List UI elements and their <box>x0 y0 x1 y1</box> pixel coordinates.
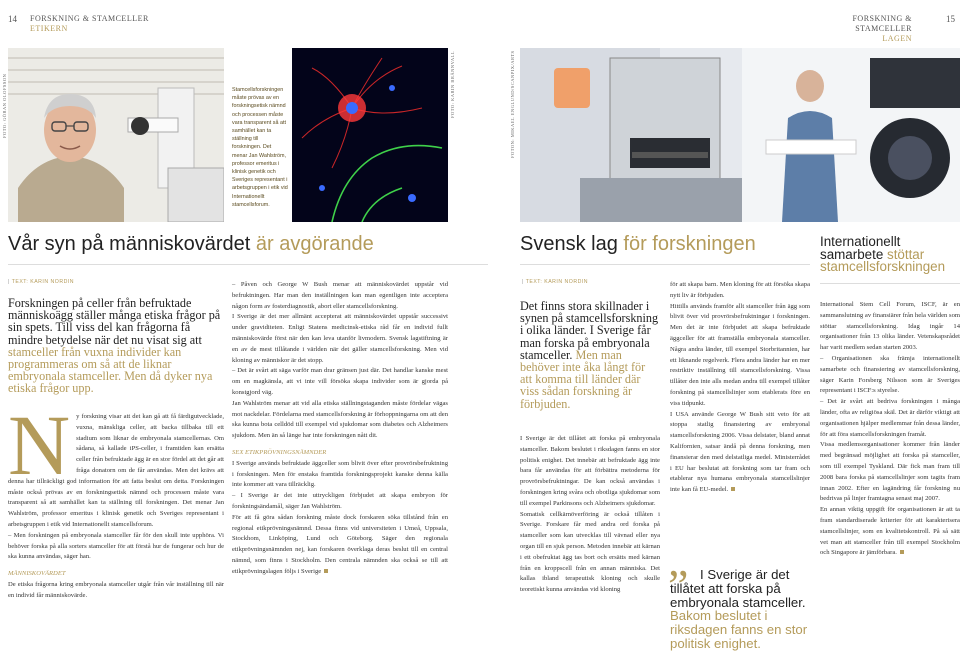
end-mark <box>324 569 328 573</box>
right-divider <box>520 264 810 265</box>
sidebar-title-main: Internationellt samarbete <box>820 234 901 262</box>
left-col1-paragraph-1: y forskning visar att det kan gå att få färdigutvecklade, vuxna, mänskliga celler, att backa tillbaka till ett stadium som liknar de embryonala stamcellernas. Om sådana, så kallade iPS-celler, i framtiden kan ersätta celler från befruktade ägg är en stor fördel att det går att fråga donatorn om de får användas. Men det krävs att denna har tillräckligt god information för att fatta beslut om detta. Forskningen måste också prövas av en forskningsetisk nämnd och processen måste vara transparent så att samhället kan ta ställning till forskningen. Det menar Jan Wahlström, professor emeritus i klinisk genetik och Sveriges representant i arbetsgruppen i etik vid Internationellt stamcellsforum. <box>8 413 224 528</box>
right-headline-accent: för forskningen <box>623 233 756 255</box>
end-mark <box>900 550 904 554</box>
sidebar-paragraph-4: Vissa medlemsorganisationer kommer från länder med begränsad möjlighet att forska på stamceller, som till exempel Tyskland. Där fick man fram till 2008 bara forska på stamcellslinjer som tagits fram innan 2002. Efter en lagändring får forskning nu bedrivas på linjer framtagna senast maj 2007. <box>820 441 960 503</box>
left-section: FORSKNING & STAMCELLER <box>30 14 149 23</box>
left-lead-main: Forskningen på celler från befruktade människoägg ställer många etiska frågor på sin spets. Till viss del kan frågorna få mindre betydelse när det nu visat sig att <box>8 296 221 347</box>
right-headline-main: Svensk lag <box>520 233 624 255</box>
left-col2-paragraph-3: – Det är svårt att säga varför man drar gränsen just där. Det handlar kanske mest om en magkänsla, att vi inte vill försöka skapa individer som är gjorda på konstgjord väg. <box>232 367 448 396</box>
photo-credit-portrait: FOTO: GÖRAN OLOFSSON <box>2 73 7 138</box>
photo-caption: Stamcellsforskningen måste prövas av en forskningsetisk nämnd och processen måste vara transparent så att samhället kan ta ställning till forskningen. Det menar Jan Wahlström, professor emeritus i klinisk genetik och Sveriges representant i arbetsgruppen i etik vid Internationellt stamcellsforum. <box>232 87 288 208</box>
left-column-1 <box>8 397 224 602</box>
sidebar-body <box>820 300 960 559</box>
right-col1-paragraph-2: Somatisk cellkärnöverföring är också tillåten i Sverige. Forskare får med andra ord forska på stamceller som kan utvecklas till vävnad eller nya organ till en sjuk person. Metoden innebär att kärnan i ett obefruktat ägg tas bort och ersätts med kärnan från en kroppscell från en annan människa. Det kallas ibland terapeutisk kloning och skulle teoretiskt kunna användas vid kloning <box>520 510 660 594</box>
left-lead-accent: stamceller från vuxna individer kan programmeras om så att de liknar embryonala stamceller. Men då dyker nya etiska frågor upp. <box>8 344 213 396</box>
photo-credit-lab: FOTON: MIKAEL ENGLUND/SCANPIX/ARTS <box>510 50 515 158</box>
left-col2-paragraph-4: Jan Wahlström menar att vid alla etiska ställningstaganden måste fördelar vägas mot nackdelar. Fördelarna med stamcellsforskning är förhoppningarna om att den ska kunna bota celldöd till exempel vid sjukdomar som diabetes och Alzheimers sjukdom. Men än så länge har inte forskningen nått dit. <box>232 399 448 440</box>
right-subsection: LAGEN <box>882 34 912 43</box>
sidebar-paragraph-5 <box>820 505 960 559</box>
right-lead <box>520 300 660 410</box>
end-mark <box>731 487 735 491</box>
left-col2-subhead: SEX ETIKPRÖVNINGSNÄMNDER <box>232 448 327 456</box>
right-column-2 <box>670 280 810 496</box>
left-col2-paragraph-1: – Påven och George W Bush menar att människovärdet uppstår vid befruktningen. Har man den inställningen kan man egentligen inte acceptera någon form av fosterdiagnostik, abort eller stamcellsforskning. <box>232 281 448 310</box>
left-lead <box>8 297 224 395</box>
left-column-2 <box>232 280 448 578</box>
photo-credit-cells: FOTO: KARIN BRÄNNVALL <box>450 50 455 118</box>
right-section: FORSKNING & STAMCELLER <box>852 14 912 33</box>
right-col2-paragraph-3-text: I USA använde George W Bush sitt veto för att stoppa statlig finansiering av embryonal stamcellsforskning 2006. Vissa delstater, bland annat Kalifornien, satsar ändå på denna forskning, men finansierar den med delstatliga medel. Ministerrådet i EU har beslutat att forskning som tar fram och etablerar nya humana embryonala stamcellslinjer inte kan få EU-medel. <box>670 410 810 494</box>
quote-mark-icon: ” <box>668 560 689 611</box>
left-col2-paragraph-2: I Sverige är det mer allmänt accepterat att människovärdet uppstår successivt under graviditeten. Enligt Statens medicinsk-etiska råd får en individ fullt människovärde först när den kan leva utanför livmodern. Svensk lagstiftning är en av de mest tillåtande i världen när det gäller stamcellsforskning. Men vid kloning av människor är det stopp. <box>232 313 448 364</box>
right-col1-paragraph-1: I Sverige är det tillåtet att forska på embryonala stamceller. Bakom beslutet i riksdagen fanns en stor politisk enighet. Det innebär att befruktade ägg inte bara får användas för att förbättra metoderna för provrörsbefruktningar. De kan också användas i forskningen kring svåra och obotliga sjukdomar som till exempel Parkinsons och Alzheimers sjukdomar. <box>520 435 660 507</box>
pull-quote-text <box>668 560 810 651</box>
left-col2-paragraph-7-text: För att få göra sådan forskning måste dock forskaren söka tillstånd från en regional etikprövningsnämnd. Dessa finns vid universiteten i Umeå, Uppsala, Stockhom, Linköping, Lund och Göteborg. Säger den regionala etikprövningsnämnden nej, kan forskaren överklaga deras beslut till en central nämnd, som finns i Stockholm. Den centrala nämnden ska också se till att etikprövningslagen följs i Sverige <box>232 513 448 575</box>
cell-illustration <box>292 48 448 222</box>
sidebar-paragraph-3: – Det är svårt att bedriva forskningen i många länder, ofta av religiösa skäl. Det är därför viktigt att organisationen hjälper medlemmar från dessa länder, för att föra stamcellsforskningen framåt. <box>820 398 960 438</box>
left-headline-accent: är avgörande <box>255 233 374 255</box>
sidebar-paragraph-2: – Organisationen ska främja internationellt samarbete och finansiering av stamcellsforskning, säger Karin Forsberg Nilsson som är Sveriges representant i ISCF:s styrelse. <box>820 354 960 395</box>
right-col2-paragraph-2: Hittills används framför allt stamceller från ägg som blivit över vid provrörsbefruktningar i forskningen. Men det är inte förbjudet att skapa befruktade äggceller för att framställa embryonala stamceller. Några andra länder, till exempel Storbritannien, har ett liknande regelverk. Flera andra länder har en mer restriktiv inställning till stamcellsforskning. Vissa tillåter den inte alls medan andra till exempel tillåter forskning på stamcellslinjer som etablerats före en viss tidpunkt. <box>670 302 810 407</box>
right-lead-accent: Men man behöver inte åka långt för att komma till länder där viss sådan forskning är förbjuden. <box>520 347 646 411</box>
right-headline <box>520 233 756 256</box>
right-page-number: 15 <box>946 14 955 24</box>
left-running-head <box>30 14 149 34</box>
left-col2-paragraph-5: I Sverige används befruktade äggceller som blivit över efter provrörsbefruktning i forskningen. Men för enstaka framtida forskningsprojekt kanske denna källa inte kommer att vara tillräcklig. <box>232 459 448 489</box>
sidebar-title <box>820 236 960 274</box>
right-lead-main: Det finns stora skillnader i synen på stamcellsforskning i olika länder. I Sverige får man forska på embryonala stamceller. <box>520 299 659 362</box>
fluorescent-cell-photo <box>292 48 448 222</box>
lab-illustration <box>520 48 960 222</box>
left-byline: | TEXT: KARIN NORDIN <box>8 279 74 285</box>
pull-quote <box>668 560 810 651</box>
left-col1-subhead: MÄNNISKOVÄRDET <box>8 570 66 578</box>
right-column-1 <box>520 434 660 596</box>
right-byline: | TEXT: KARIN NORDIN <box>522 279 588 285</box>
right-col2-paragraph-3 <box>670 410 810 496</box>
sidebar-paragraph-5-text: En annan viktig uppgift för organisationen är att ta fram standardiserade kriterier för att karakterisera stamcellslinjer, som en kvalitetskontroll. På så sätt vet man att stamceller från till exempel Stockholm och Singapore är jämförbara. <box>820 506 960 557</box>
right-col2-paragraph-1: för att skapa barn. Men kloning för att försöka skapa nytt liv är förbjuden. <box>670 281 810 299</box>
left-col2-paragraph-7 <box>232 513 448 578</box>
left-col1-paragraph-3: De etiska frågorna kring embryonala stamceller utgår från vår inställning till när en individ får människovärde. <box>8 580 224 599</box>
dropcap-letter: N <box>8 397 71 493</box>
left-divider <box>8 264 488 265</box>
portrait-illustration <box>8 48 224 222</box>
left-col2-paragraph-6: – I Sverige är det inte uttryckligen förbjudet att skapa embryon för forskningsändamål, säger Jan Wahlström. <box>232 492 448 510</box>
sidebar-paragraph-1: International Stem Cell Forum, ISCF, är en sammanslutning av finansiärer från hela världen som stöttar stamcellsforskning. Idag ingår 14 organisationer från 13 olika länder. Vetenskapsrådet har varit medlem sedan starten 2003. <box>820 301 960 352</box>
pull-quote-accent: Bakom beslutet i riksdagen fanns en stor politisk enighet. <box>670 608 808 651</box>
lab-photo <box>520 48 960 222</box>
left-page-number: 14 <box>8 14 17 24</box>
left-headline-main: Vår syn på människovärdet <box>8 233 256 255</box>
sidebar-divider <box>820 283 960 284</box>
pull-quote-main: I Sverige är det tillåtet att forska på embryonala stamceller. <box>670 567 806 610</box>
right-running-head <box>812 14 912 44</box>
left-subsection: ETIKERN <box>30 24 68 33</box>
left-col1-paragraph-2: – Men forskningen på embryonala stamceller får för den skull inte upphöra. Vi behöver forska på alla sorters stamceller för att förstå hur de fungerar och hur de ska kunna användas, säger han. <box>8 531 224 561</box>
sidebar-title-accent: stöttar stamcellsforskningen <box>820 246 946 274</box>
portrait-photo <box>8 48 224 222</box>
left-headline <box>8 233 374 256</box>
